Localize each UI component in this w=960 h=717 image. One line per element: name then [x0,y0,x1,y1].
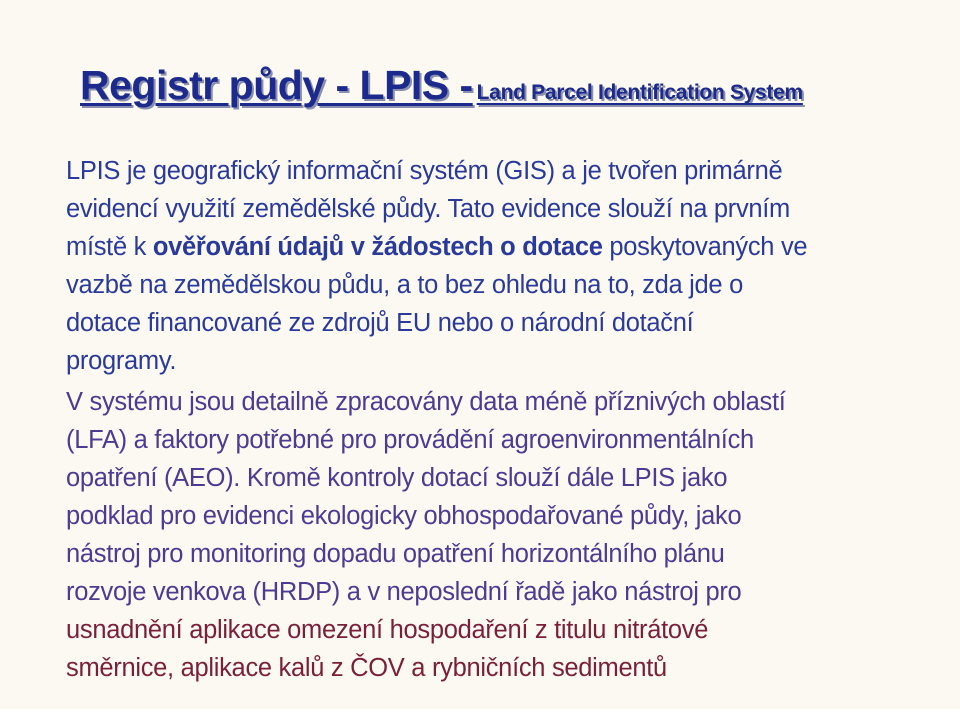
para1-line-1: LPIS je geografický informační systém (GIS) a je tvořen primárně [66,157,783,185]
title-sub: Land Parcel Identification System [476,81,803,104]
slide-title [80,62,803,109]
para2-line-4: podklad pro evidenci ekologicky obhospodařované půdy, jako [66,502,742,530]
para2-line-8: směrnice, aplikace kalů z ČOV a rybničních sedimentů [66,654,667,682]
para1-line-6: programy. [66,347,177,375]
para1-line-3-end: poskytovaných ve [602,233,808,261]
para1-line-5: dotace financované ze zdrojů EU nebo o národní dotační [66,309,694,337]
para2-line-5: nástroj pro monitoring dopadu opatření horizontálního plánu [66,540,725,568]
para2-line-2: (LFA) a faktory potřebné pro provádění agroenvironmentálních [66,426,754,454]
para2-line-6: rozvoje venkova (HRDP) a v neposlední řadě jako nástroj pro [66,578,742,606]
title-main: Registr půdy - LPIS - [80,62,473,108]
para2-line-3: opatření (AEO). Kromě kontroly dotací slouží dále LPIS jako [66,464,728,492]
para1-line-3 [66,228,807,266]
para1-line-2: evidencí využití zemědělské půdy. Tato evidence slouží na prvním [66,195,790,223]
para2-line-1: V systému jsou detailně zpracovány data méně příznivých oblastí [66,388,786,416]
highlight-verification: ověřování údajů v žádostech o dotace [152,233,603,261]
para2-line-7: usnadnění aplikace omezení hospodaření z titulu nitrátové [66,616,709,644]
para1-line-3-start: místě k [66,233,153,261]
para1-line-4: vazbě na zemědělskou půdu, a to bez ohledu na to, zda jde o [66,271,743,299]
